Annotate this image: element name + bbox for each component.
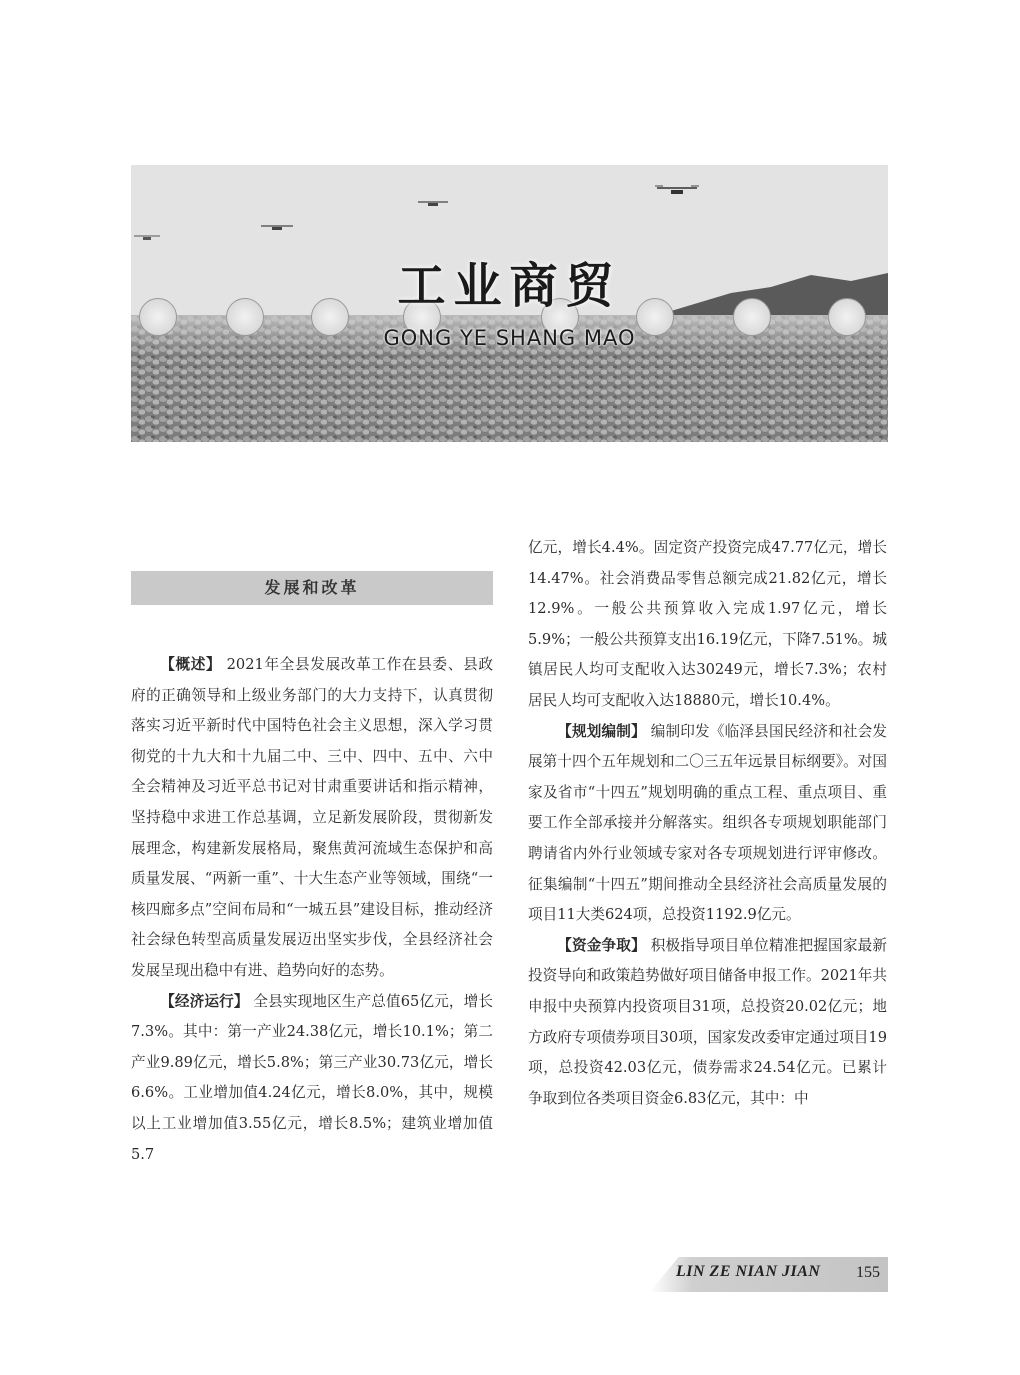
paragraph-text: 编制印发《临泽县国民经济和社会发展第十四个五年规划和二〇三五年远景目标纲要》。对国家及省市“十四五”规划明确的重点工程、重点项目、重要工作全部承接并分解落实。组织各专项规划职能部门聘请省内外行业领域专家对各专项规划进行评审修改。征集编制“十四五”期间推动全县经济社会高质量发展的项目11大类624项，总投资1192.9亿元。 (528, 722, 887, 924)
paragraph-economy (131, 987, 493, 1171)
chapter-subtitle: GONG YE SHANG MAO (383, 326, 636, 350)
paragraph-tag: 【经济运行】 (160, 992, 249, 1010)
drone-icon (259, 222, 295, 234)
paragraph-tag: 【概述】 (160, 656, 222, 673)
paragraph-overview (131, 650, 493, 987)
paragraph-continued: 亿元，增长4.4%。固定资产投资完成47.77亿元，增长14.47%。社会消费品零售总额完成21.82亿元，增长12.9%。一般公共预算收入完成1.97亿元，增长5.9%；一般公共预算支出16.19亿元，下降7.51%。城镇居民人均可支配收入达30249元，增长7.3%；农村居民人均可支配收入达18880元，增长10.4%。 (528, 539, 887, 709)
paragraph-tag: 【规划编制】 (557, 722, 646, 740)
drone-icon (416, 198, 450, 210)
left-text-column (131, 650, 493, 1170)
running-title: LIN ZE NIAN JIAN (676, 1263, 821, 1280)
paragraph-funding (528, 931, 887, 1115)
paragraph-tag: 【资金争取】 (557, 936, 646, 954)
drone-icon (655, 183, 699, 199)
paragraph-text: 全县实现地区生产总值65亿元，增长7.3%。其中：第一产业24.38亿元，增长10.1%；第二产业9.89亿元，增长5.8%；第三产业30.73亿元，增长6.6%。工业增加值4.24亿元，增长8.0%，其中，规模以上工业增加值3.55亿元，增长8.5%；建筑业增加值5.7 (131, 992, 493, 1163)
paragraph-text: 积极指导项目单位精准把握国家最新投资导向和政策趋势做好项目储备申报工作。2021年共申报中央预算内投资项目31项，总投资20.02亿元；地方政府专项债券项目30项，国家发改委审定通过项目19项，总投资42.03亿元，债券需求24.54亿元。已累计争取到位各类项目资金6.83亿元，其中：中 (528, 936, 887, 1107)
page-number: 155 (856, 1264, 880, 1281)
chapter-title: 工业商贸 (397, 258, 622, 314)
drone-icon (133, 233, 161, 243)
right-text-column (528, 533, 887, 1114)
paragraph-text: 2021年全县发展改革工作在县委、县政府的正确领导和上级业务部门的大力支持下，认真贯彻落实习近平新时代中国特色社会主义思想，深入学习贯彻党的十九大和十九届二中、三中、四中、五中、六中全会精神及习近平总书记对甘肃重要讲话和指示精神，坚持稳中求进工作总基调，立足新发展阶段，贯彻新发展理念，构建新发展格局，聚焦黄河流域生态保护和高质量发展、“两新一重”、十大生态产业等领域，围绕“一核四廊多点”空间布局和“一城五县”建设目标，推动经济社会绿色转型高质量发展迈出坚实步伐，全县经济社会发展呈现出稳中有进、趋势向好的态势。 (131, 656, 493, 979)
paragraph-planning (528, 717, 887, 931)
chapter-banner (131, 165, 888, 442)
section-heading: 发展和改革 (131, 571, 493, 605)
